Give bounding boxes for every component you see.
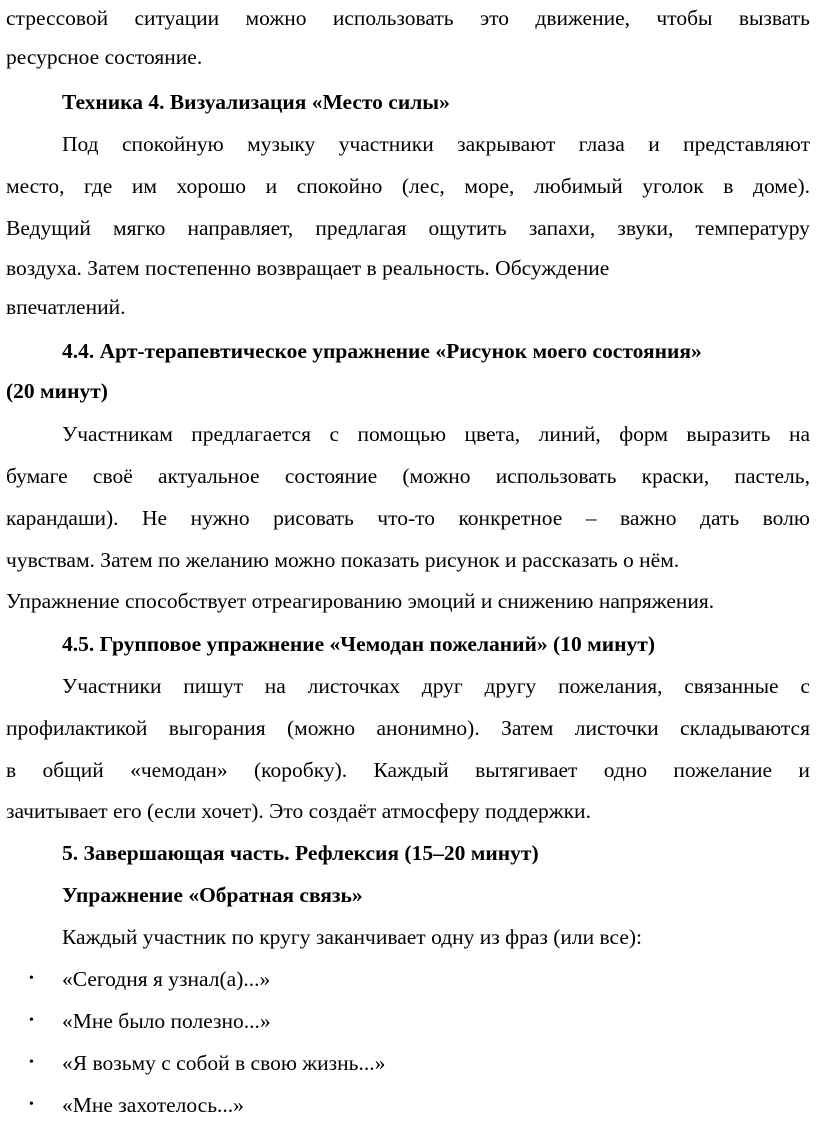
word: Под (62, 132, 99, 156)
word: использовать (332, 6, 454, 30)
word: выразить (686, 422, 771, 446)
paragraph-line: чувствам. Затем по желанию можно показать рисунок и рассказать о нём. (6, 548, 680, 572)
list-item-text: «Я возьму с собой в свою жизнь...» (62, 1051, 386, 1075)
word: использовать (495, 464, 617, 488)
word: ситуации (134, 6, 220, 30)
word: глаза (578, 132, 625, 156)
word: карандаши). (6, 506, 119, 530)
word: нужно (190, 506, 250, 530)
bullet-icon: • (29, 1013, 34, 1028)
paragraph-line (0, 0, 816, 39)
word: актуальное (157, 464, 260, 488)
word: что-то (377, 506, 435, 530)
word: это (479, 6, 510, 30)
word: друг (421, 674, 463, 698)
word: другу (484, 674, 537, 698)
word: (лес, (401, 174, 445, 198)
list-item (0, 1000, 816, 1042)
word: с (329, 422, 339, 446)
list-item-text: «Мне захотелось...» (62, 1093, 244, 1117)
word: Участникам (62, 422, 173, 446)
paragraph-line (0, 455, 816, 497)
paragraph-line: зачитывает его (если хочет). Это создаёт атмосферу поддержки. (6, 799, 591, 823)
word: запахи, (528, 216, 596, 240)
word: важно (619, 506, 677, 530)
paragraph-line (0, 413, 816, 455)
word: одно (603, 758, 648, 782)
word: на (264, 674, 286, 698)
paragraph-line: Упражнение способствует отреагированию эмоций и снижению напряжения. (6, 589, 715, 613)
word: закрывают (457, 132, 556, 156)
word: своё (92, 464, 133, 488)
paragraph-line: впечатлений. (6, 295, 126, 319)
word: в (6, 758, 17, 782)
word: Ведущий (6, 216, 91, 240)
word: музыку (247, 132, 316, 156)
word: вытягивает (475, 758, 578, 782)
paragraph-line (0, 749, 816, 791)
bullet-icon: • (29, 1097, 34, 1112)
section-heading-continued: (20 минут) (6, 379, 108, 403)
word: стрессовой (6, 6, 109, 30)
word: где (84, 174, 113, 198)
word: и (798, 758, 810, 782)
word: звуки, (617, 216, 674, 240)
paragraph-line (0, 123, 816, 165)
list-item (0, 1084, 816, 1126)
word: выгорания (168, 716, 266, 740)
word: на (788, 422, 810, 446)
word: доме). (753, 174, 810, 198)
word: пишут (183, 674, 243, 698)
word: Каждый (373, 758, 449, 782)
word: «чемодан» (130, 758, 228, 782)
word: профилактикой (6, 716, 148, 740)
word: Затем (501, 716, 554, 740)
list-item-text: «Сегодня я узнал(а)...» (62, 967, 271, 991)
bullet-icon: • (29, 1055, 34, 1070)
word: чтобы (656, 6, 713, 30)
word: состояние (284, 464, 378, 488)
word: направляет, (187, 216, 294, 240)
word: листочки (574, 716, 659, 740)
word: дать (700, 506, 740, 530)
paragraph-line (0, 707, 816, 749)
paragraph-line: воздуха. Затем постепенно возвращает в реальность. Обсуждение (6, 256, 610, 280)
word: (можно (402, 464, 471, 488)
list-item (0, 958, 816, 1000)
word: участники (338, 132, 434, 156)
word: температуру (695, 216, 810, 240)
word: пастель, (734, 464, 810, 488)
word: общий (42, 758, 104, 782)
bullet-icon: • (29, 971, 34, 986)
word: спокойно (296, 174, 383, 198)
word: линий, (538, 422, 601, 446)
word: предлагается (191, 422, 311, 446)
section-heading: 5. Завершающая часть. Рефлексия (15–20 минут) (62, 841, 539, 865)
paragraph-line (0, 665, 816, 707)
word: движение, (535, 6, 631, 30)
word: (коробку). (254, 758, 348, 782)
word: и (265, 174, 278, 198)
word: связанные (684, 674, 779, 698)
word: помощью (357, 422, 447, 446)
paragraph-line (0, 165, 816, 207)
word: с (800, 674, 810, 698)
word: им (131, 174, 157, 198)
word: анонимно). (376, 716, 480, 740)
word: краски, (641, 464, 710, 488)
word: место, (6, 174, 65, 198)
word: волю (762, 506, 810, 530)
word: хорошо (176, 174, 247, 198)
word: и (648, 132, 660, 156)
word: Участники (62, 674, 162, 698)
list-item-text: «Мне было полезно...» (62, 1009, 271, 1033)
word: можно (245, 6, 307, 30)
paragraph-line: ресурсное состояние. (6, 45, 203, 69)
word: (можно (287, 716, 356, 740)
word: пожелания, (558, 674, 663, 698)
paragraph-line (0, 497, 816, 539)
word: вызвать (738, 6, 810, 30)
section-heading: 4.5. Групповое упражнение «Чемодан пожеланий» (10 минут) (62, 632, 655, 656)
word: рисовать (273, 506, 354, 530)
section-heading: 4.4. Арт-терапевтическое упражнение «Рисунок моего состояния» (62, 339, 702, 363)
word: форм (619, 422, 668, 446)
word: цвета, (464, 422, 521, 446)
word: море, (464, 174, 515, 198)
word: в (723, 174, 734, 198)
word: конкретное (458, 506, 563, 530)
word: уголок (642, 174, 704, 198)
word: листочках (307, 674, 400, 698)
word: Не (142, 506, 168, 530)
sub-heading: Упражнение «Обратная связь» (62, 883, 363, 907)
paragraph-line (0, 207, 816, 249)
list-item (0, 1042, 816, 1084)
word: предлагая (315, 216, 407, 240)
word: бумаге (6, 464, 68, 488)
paragraph-line: Каждый участник по кругу заканчивает одну из фраз (или все): (62, 925, 643, 949)
word: спокойную (122, 132, 224, 156)
section-heading: Техника 4. Визуализация «Место силы» (62, 90, 450, 114)
word: складываются (680, 716, 810, 740)
word: пожелание (673, 758, 773, 782)
word: – (585, 506, 597, 530)
word: представляют (683, 132, 810, 156)
word: любимый (533, 174, 623, 198)
word: мягко (112, 216, 166, 240)
word: ощутить (428, 216, 507, 240)
